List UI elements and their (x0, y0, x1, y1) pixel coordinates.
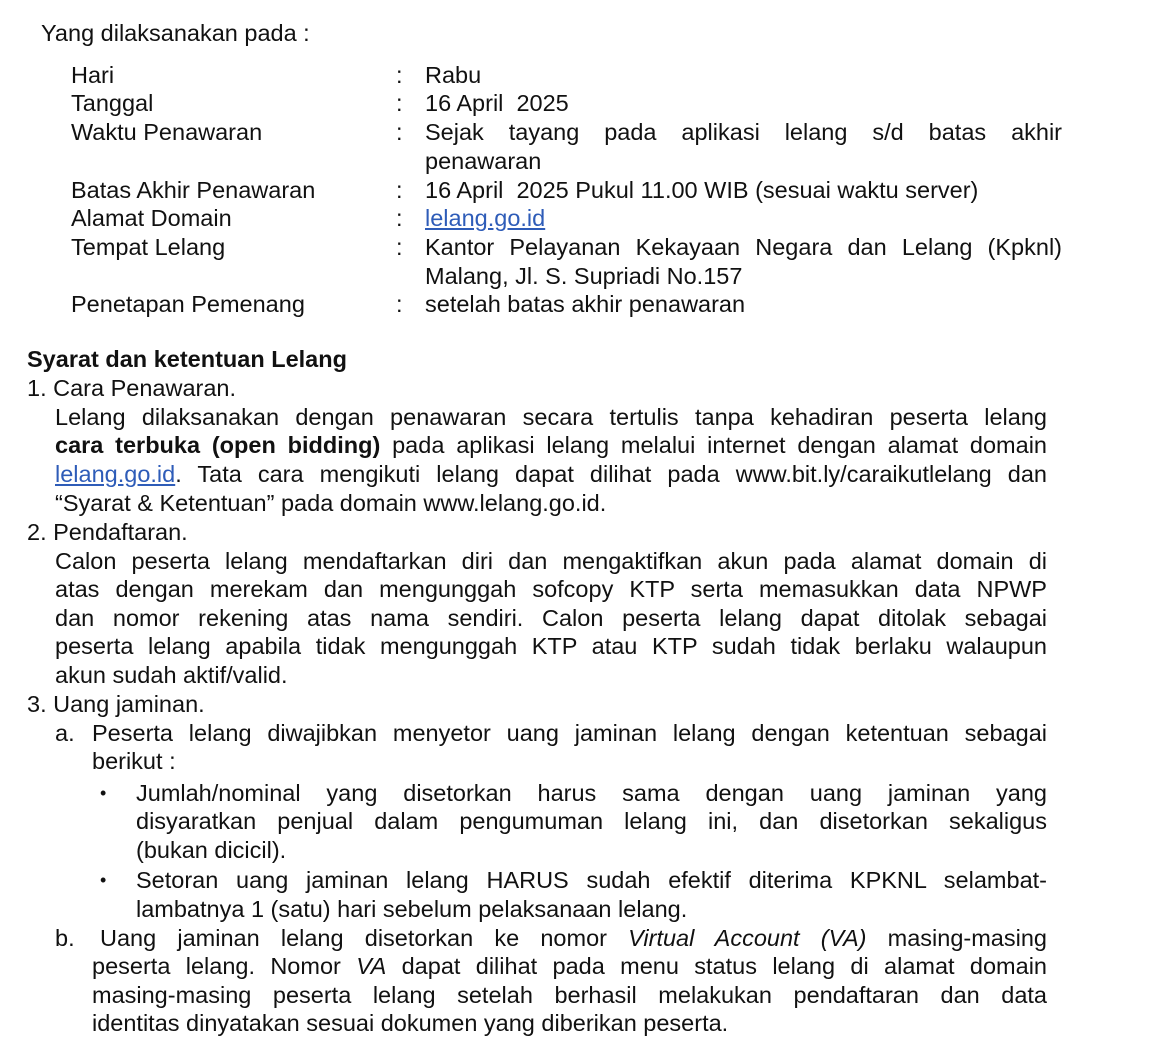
label-domain: Alamat Domain (71, 205, 232, 231)
heading-uang-jaminan: 3. Uang jaminan. (27, 691, 205, 717)
list-marker-a: a. (55, 720, 75, 746)
italic-term: Virtual Account (VA) (628, 925, 867, 951)
value-tempat-line1: Kantor Pelayanan Kekayaan Negara dan Lelang (Kpknl) (425, 234, 1062, 260)
paragraph-line: Setoran uang jaminan lelang HARUS sudah efektif diterima KPKNL selambat- (136, 867, 1047, 893)
paragraph-line: Lelang dilaksanakan dengan penawaran secara tertulis tanpa kehadiran peserta lelang (55, 404, 1047, 430)
paragraph-line: (bukan dicicil). (136, 837, 287, 863)
list-marker-b: b. (55, 925, 75, 951)
paragraph-text: . Tata cara mengikuti lelang dapat dilihat pada www.bit.ly/caraikutlelang dan (175, 461, 1047, 487)
label-tanggal: Tanggal (71, 90, 154, 116)
paragraph-line: akun sudah aktif/valid. (55, 662, 288, 688)
colon: : (396, 234, 403, 260)
value-pemenang: setelah batas akhir penawaran (425, 291, 746, 317)
colon: : (396, 291, 403, 317)
bullet-icon: • (100, 870, 107, 890)
colon: : (396, 205, 403, 231)
domain-link[interactable]: lelang.go.id (425, 205, 546, 231)
paragraph-line: atas dengan merekam dan mengunggah sofcopy KTP serta memasukkan data NPWP (55, 576, 1047, 602)
colon: : (396, 62, 403, 88)
paragraph-line: dan nomor rekening atas nama sendiri. Calon peserta lelang dapat ditolak sebagai (55, 605, 1047, 631)
label-pemenang: Penetapan Pemenang (71, 291, 305, 317)
paragraph-line: “Syarat & Ketentuan” pada domain www.lelang.go.id. (55, 490, 607, 516)
paragraph-line: berikut : (92, 748, 176, 774)
label-waktu: Waktu Penawaran (71, 119, 263, 145)
paragraph-line (100, 924, 1047, 953)
value-batas: 16 April 2025 Pukul 11.00 WIB (sesuai waktu server) (425, 177, 979, 203)
bold-open-bidding: cara terbuka (open bidding) (55, 432, 381, 458)
paragraph-line: masing-masing peserta lelang setelah berhasil melakukan pendaftaran dan data (92, 982, 1047, 1008)
bullet-icon: • (100, 783, 107, 803)
paragraph-line: peserta lelang apabila tidak mengunggah KTP atau KTP sudah tidak berlaku walaupun (55, 633, 1047, 659)
value-waktu-line1: Sejak tayang pada aplikasi lelang s/d batas akhir (425, 119, 1062, 145)
heading-cara-penawaran: 1. Cara Penawaran. (27, 375, 237, 401)
colon: : (396, 90, 403, 116)
paragraph-text: dapat dilihat pada menu status lelang di alamat domain (386, 953, 1047, 979)
label-batas: Batas Akhir Penawaran (71, 177, 316, 203)
italic-term: VA (356, 953, 387, 979)
paragraph-text: peserta lelang. Nomor (92, 953, 357, 979)
domain-link-inline[interactable]: lelang.go.id (55, 461, 176, 487)
paragraph-line (55, 460, 1047, 489)
paragraph-line: Jumlah/nominal yang disetorkan harus sama dengan uang jaminan yang (136, 780, 1047, 806)
value-hari: Rabu (425, 62, 482, 88)
paragraph-line: lambatnya 1 (satu) hari sebelum pelaksanaan lelang. (136, 896, 688, 922)
paragraph-line: Peserta lelang diwajibkan menyetor uang jaminan lelang dengan ketentuan sebagai (92, 720, 1047, 746)
intro-text: Yang dilaksanakan pada : (41, 20, 310, 46)
label-hari: Hari (71, 62, 115, 88)
paragraph-text: Uang jaminan lelang disetorkan ke nomor (100, 925, 629, 951)
paragraph-line (55, 431, 1047, 460)
paragraph-line: identitas dinyatakan sesuai dokumen yang diberikan peserta. (92, 1010, 729, 1036)
paragraph-line: disyaratkan penjual dalam pengumuman lelang ini, dan disetorkan sekaligus (136, 808, 1047, 834)
value-waktu-line2: penawaran (425, 148, 542, 174)
paragraph-text: masing-masing (866, 925, 1047, 951)
paragraph-text: pada aplikasi lelang melalui internet dengan alamat domain (380, 432, 1047, 458)
colon: : (396, 177, 403, 203)
value-tempat-line2: Malang, Jl. S. Supriadi No.157 (425, 263, 743, 289)
label-tempat: Tempat Lelang (71, 234, 226, 260)
heading-pendaftaran: 2. Pendaftaran. (27, 519, 188, 545)
section-title: Syarat dan ketentuan Lelang (27, 346, 347, 372)
colon: : (396, 119, 403, 145)
paragraph-line (92, 952, 1047, 981)
value-tanggal: 16 April 2025 (425, 90, 569, 116)
paragraph-line: Calon peserta lelang mendaftarkan diri dan mengaktifkan akun pada alamat domain di (55, 548, 1047, 574)
